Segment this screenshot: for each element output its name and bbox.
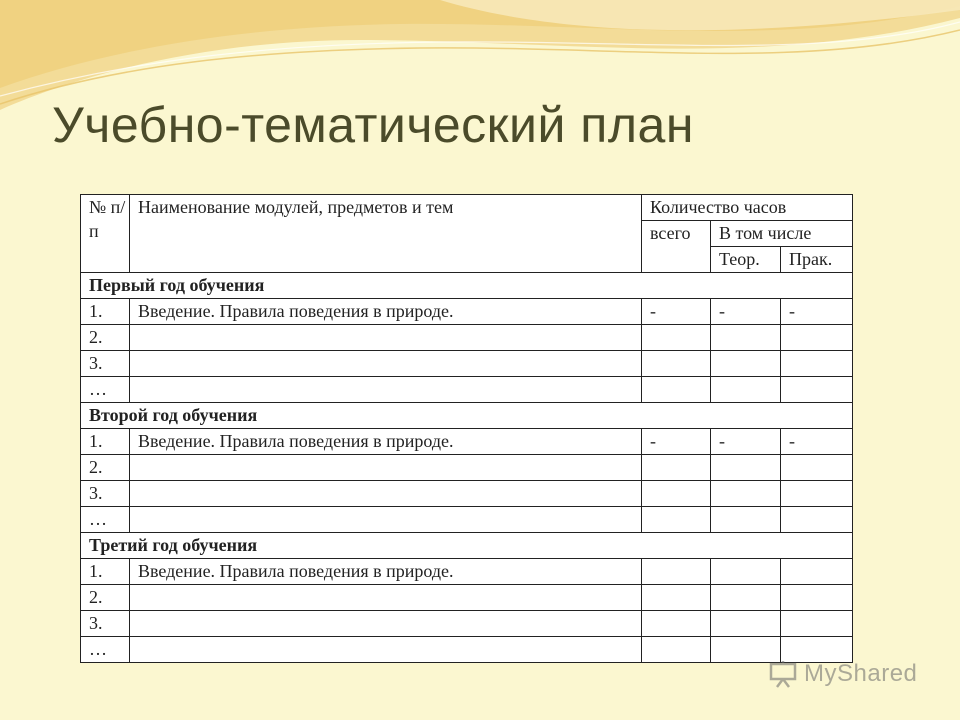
header-including: В том числе <box>711 221 853 247</box>
presentation-icon <box>768 659 798 689</box>
table-row <box>81 507 853 533</box>
row-theory <box>711 325 781 351</box>
table-row <box>81 377 853 403</box>
table-row <box>81 481 853 507</box>
row-total <box>642 481 711 507</box>
row-num: 2. <box>81 585 130 611</box>
row-name <box>130 455 642 481</box>
row-num: … <box>81 637 130 663</box>
row-name <box>130 377 642 403</box>
row-name: Введение. Правила поведения в природе. <box>130 429 642 455</box>
row-theory <box>711 611 781 637</box>
row-practice <box>781 611 853 637</box>
section-title: Третий год обучения <box>81 533 853 559</box>
slide-title: Учебно-тематический план <box>52 97 694 153</box>
row-practice <box>781 585 853 611</box>
header-theory: Теор. <box>711 247 781 273</box>
row-practice <box>781 559 853 585</box>
row-practice <box>781 481 853 507</box>
row-total <box>642 455 711 481</box>
row-name <box>130 637 642 663</box>
row-num: 1. <box>81 299 130 325</box>
row-total <box>642 637 711 663</box>
row-practice <box>781 507 853 533</box>
row-theory <box>711 507 781 533</box>
row-theory <box>711 585 781 611</box>
row-theory <box>711 377 781 403</box>
row-num: 1. <box>81 429 130 455</box>
header-row <box>81 195 853 221</box>
table-row <box>81 455 853 481</box>
table-row <box>81 351 853 377</box>
row-total <box>642 377 711 403</box>
header-total: всего <box>642 221 711 273</box>
table-row <box>81 325 853 351</box>
header-name: Наименование модулей, предметов и тем <box>130 195 642 273</box>
watermark <box>768 656 917 692</box>
row-practice: - <box>781 299 853 325</box>
row-num: … <box>81 377 130 403</box>
table-row <box>81 611 853 637</box>
row-num: 2. <box>81 455 130 481</box>
table-row <box>81 637 853 663</box>
table-row <box>81 559 853 585</box>
row-name: Введение. Правила поведения в природе. <box>130 299 642 325</box>
row-theory <box>711 481 781 507</box>
row-num: 2. <box>81 325 130 351</box>
row-total <box>642 559 711 585</box>
header-practice: Прак. <box>781 247 853 273</box>
row-name <box>130 611 642 637</box>
row-total <box>642 585 711 611</box>
section-title: Первый год обучения <box>81 273 853 299</box>
table-row <box>81 585 853 611</box>
section-row <box>81 533 853 559</box>
row-total <box>642 325 711 351</box>
row-name <box>130 351 642 377</box>
row-name: Введение. Правила поведения в природе. <box>130 559 642 585</box>
header-num: № п/п <box>81 195 130 273</box>
row-num: 3. <box>81 351 130 377</box>
row-practice <box>781 377 853 403</box>
row-name <box>130 481 642 507</box>
row-total <box>642 507 711 533</box>
row-num: … <box>81 507 130 533</box>
row-total: - <box>642 299 711 325</box>
curriculum-table <box>80 194 853 663</box>
row-num: 1. <box>81 559 130 585</box>
row-total: - <box>642 429 711 455</box>
row-theory: - <box>711 299 781 325</box>
header-hours: Количество часов <box>642 195 853 221</box>
row-num: 3. <box>81 611 130 637</box>
row-name <box>130 585 642 611</box>
row-total <box>642 611 711 637</box>
section-row <box>81 273 853 299</box>
table-row <box>81 429 853 455</box>
row-theory: - <box>711 429 781 455</box>
row-practice <box>781 325 853 351</box>
table-row <box>81 299 853 325</box>
row-practice: - <box>781 429 853 455</box>
section-title: Второй год обучения <box>81 403 853 429</box>
watermark-text: MyShared <box>804 660 918 687</box>
row-name <box>130 507 642 533</box>
row-theory <box>711 559 781 585</box>
row-name <box>130 325 642 351</box>
row-theory <box>711 455 781 481</box>
row-practice <box>781 351 853 377</box>
row-num: 3. <box>81 481 130 507</box>
row-theory <box>711 351 781 377</box>
row-total <box>642 351 711 377</box>
row-practice <box>781 455 853 481</box>
section-row <box>81 403 853 429</box>
